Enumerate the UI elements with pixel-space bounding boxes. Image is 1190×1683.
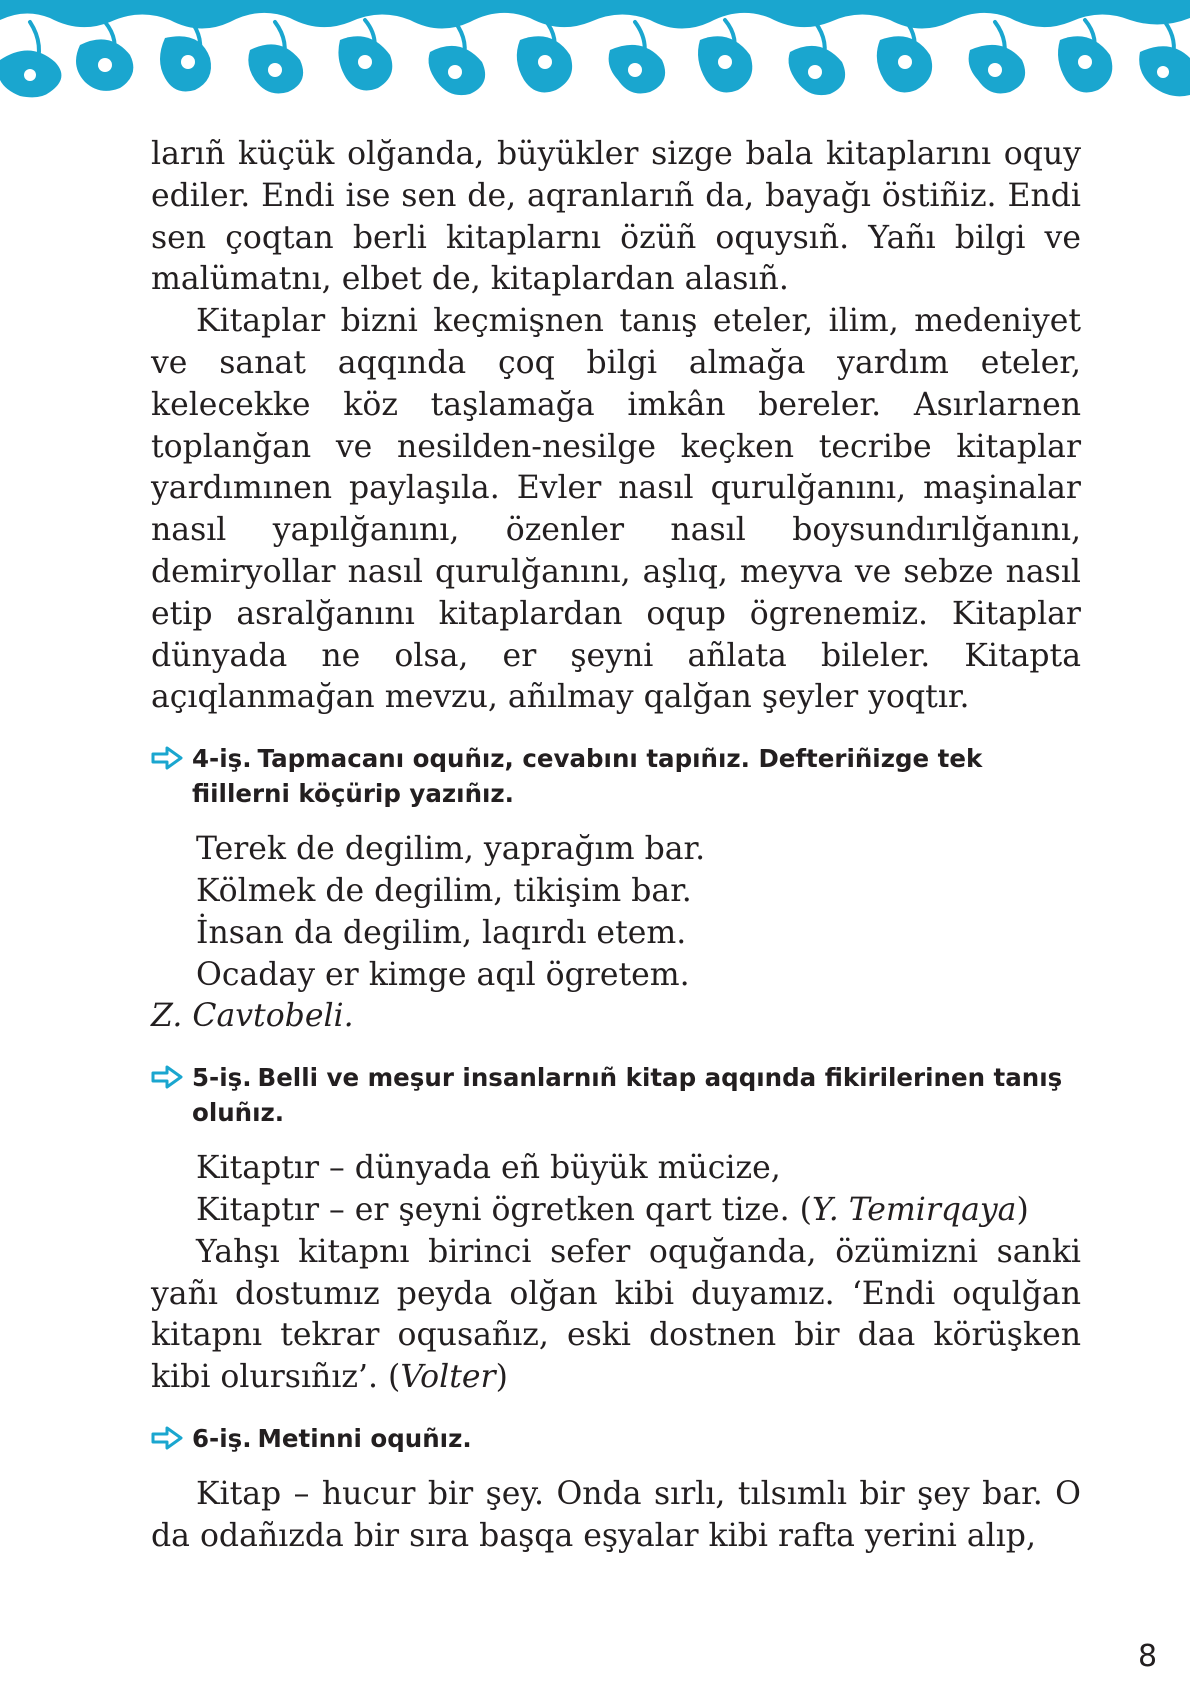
voltaire-quote-author: Volter: [400, 1359, 496, 1396]
task-6-text: Metinni oquñız.: [257, 1423, 472, 1453]
voltaire-quote-text: Yahşı kitapnı birinci sefer oquğanda, özümizni sanki yañı dostumız peyda olğan kibi duyamız. ‘Endi oqulğan kitapnı tekrar oqusañız, eski dostnen bir daa körüşken kibi olursıñız’. (: [151, 1233, 1081, 1396]
right-arrow-icon: [151, 1065, 183, 1089]
poem-author: Z. Cavtobeli.: [151, 998, 354, 1035]
paragraph-2: Kitaplar bizni keçmişnen tanış eteler, ilim, medeniyet ve sanat aqqında çoq bilgi almağa yardım eteler, kelecekke köz taşlamağa imkân bereler. Asırlarnen toplanğan ve nesilden-nesilge keçken tecribe kitaplar yardımınen paylaşıla. Evler nasıl qurulğanını, maşinalar nasıl yapılğanını, özenler nasıl boysundırılğanını, demiryollar nasıl qurulğanını, aşlıq, meyva ve sebze nasıl etip asralğanını kitaplardan oqup ögrenemiz. Kitaplar dünyada ne olsa, er şeyni añlata bileler. Kitapta açıqlanmağan mevzu, añılmay qalğan şeyler yoqtır.: [151, 303, 1081, 716]
paragraph-1: larıñ küçük olğanda, büyükler sizge bala kitaplarını oquy ediler. Endi ise sen de, aqranlarıñ da, bayağı östiñiz. Endi sen çoqtan berli kitaplarnı özüñ oquysıñ. Yañı bilgi ve malümatnı, elbet de, kitaplardan alasıñ.: [151, 136, 1081, 298]
task-4-heading: [151, 741, 1081, 811]
poem-line: İnsan da degilim, laqırdı etem.: [196, 914, 687, 951]
right-arrow-icon: [151, 746, 183, 770]
quote-line-2-close: ): [1016, 1191, 1029, 1228]
task-4-text: Tapmacanı oquñız, cevabını tapıñız. Defteriñizge tek fiillerni köçürip yazıñız.: [192, 744, 983, 809]
task-6-number: 6-iş.: [192, 1423, 252, 1453]
page-number: 8: [1138, 1639, 1158, 1674]
quote-line-1: Kitaptır – dünyada eñ büyük mücize,: [196, 1150, 781, 1187]
task-5-heading: [151, 1060, 1081, 1130]
task-6-heading: [151, 1421, 1081, 1456]
page-body: [151, 134, 1081, 1558]
task-5-text: Belli ve meşur insanlarnıñ kitap aqqında fikirilerinen tanış oluñız.: [192, 1063, 1063, 1128]
poem-line: Kölmek de degilim, tikişim bar.: [196, 872, 692, 909]
voltaire-quote-close: ): [495, 1359, 508, 1396]
voltaire-quote: [151, 1232, 1081, 1399]
riddle-poem: [151, 829, 1081, 996]
task-5-number: 5-iş.: [192, 1063, 252, 1093]
task-6-paragraph: Kitap – hucur bir şey. Onda sırlı, tılsımlı bir şey bar. O da odañızda bir sıra başqa eşyalar kibi rafta yerini alıp,: [151, 1475, 1081, 1554]
header-floral-ornament: [0, 0, 1190, 105]
quote-line-2-author: Y. Temirqaya: [811, 1191, 1017, 1228]
poem-line: Ocaday er kimge aqıl ögretem.: [196, 956, 690, 993]
quote-line-2-text: Kitaptır – er şeyni ögretken qart tize. (: [196, 1191, 812, 1228]
right-arrow-icon: [151, 1426, 183, 1450]
quote-line-2: [151, 1190, 1081, 1232]
poem-line: Terek de degilim, yaprağım bar.: [196, 831, 706, 868]
task-4-number: 4-iş.: [192, 744, 252, 774]
